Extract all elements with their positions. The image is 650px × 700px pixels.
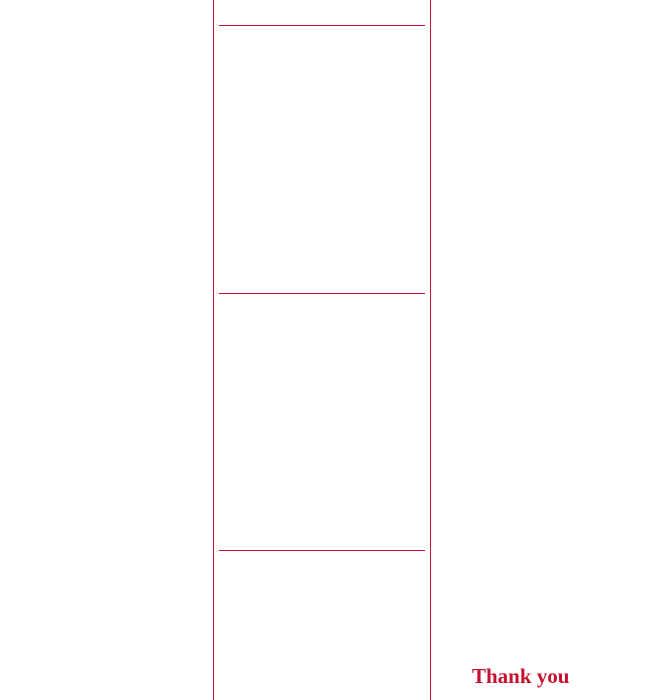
section-rule	[219, 293, 425, 294]
thank-you-text: Thank you	[472, 664, 570, 688]
section-rule	[219, 550, 425, 551]
section-rule	[219, 25, 425, 26]
column-divider-right	[430, 0, 431, 700]
column-divider-left	[213, 0, 214, 700]
